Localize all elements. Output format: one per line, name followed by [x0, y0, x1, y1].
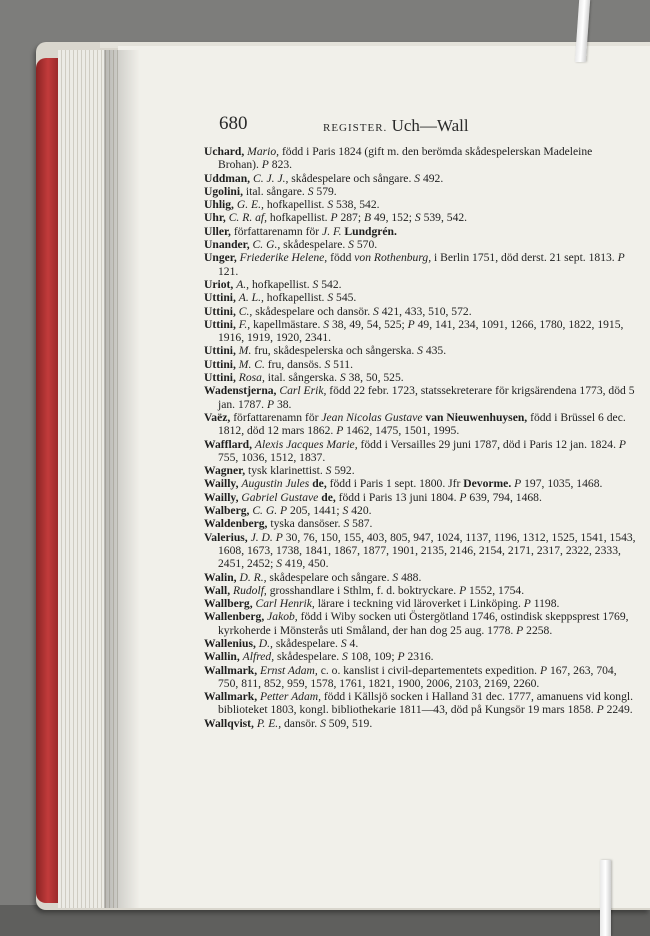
- entry-italic-text: C. J. J.,: [252, 171, 289, 185]
- entry-text: 287;: [337, 211, 364, 225]
- entry-text: 639, 794, 1468.: [466, 490, 542, 504]
- entry-text: 38.: [274, 397, 292, 411]
- entry-italic-text: P: [596, 703, 604, 717]
- entry-italic-text: S: [414, 211, 421, 225]
- entry-italic-text: P: [280, 504, 288, 518]
- entry-italic-text: M.: [238, 344, 252, 358]
- entry-headword: Wailly,: [204, 490, 242, 504]
- entry-italic-text: Friederike Helene,: [239, 251, 328, 265]
- entry-headword: Walberg,: [204, 504, 253, 518]
- entry-text: 2316.: [404, 650, 434, 664]
- entry-text: född i Paris 1824 (gift m. den berömda skådespelerskan Madeleine Brohan).: [218, 145, 593, 172]
- bookmark-ribbon-bottom: [600, 860, 611, 936]
- entry-text: ital. sångare.: [242, 184, 308, 198]
- entry-headword: Uttini,: [204, 371, 239, 385]
- entry-italic-text: Petter Adam,: [260, 690, 322, 704]
- entry-text: född 22 febr. 1723, statssekreterare för krigsärendena 1773, död 5 jan. 1787.: [218, 384, 635, 411]
- running-head-label: REGISTER.: [323, 122, 388, 134]
- entry-text: författarenamn för: [230, 410, 322, 424]
- entry-italic-text: P: [266, 397, 275, 411]
- entry-headword: van Nieuwenhuysen,: [422, 410, 528, 424]
- register-entry: [204, 517, 636, 530]
- entry-italic-text: P: [261, 158, 269, 172]
- entry-text: 167, 263, 704, 750, 811, 852, 959, 1578, 1761, 1821, 1900, 2006, 2103, 2169, 2260.: [218, 663, 617, 690]
- entry-italic-text: S: [373, 304, 379, 318]
- entry-italic-text: S: [342, 650, 348, 664]
- entry-italic-text: Jakob,: [267, 610, 298, 624]
- entry-italic-text: S: [392, 570, 399, 584]
- register-entry: [204, 251, 636, 278]
- entry-italic-text: F.,: [238, 317, 251, 331]
- entry-text: kapellmästare.: [250, 317, 324, 331]
- entry-text: 587.: [349, 517, 373, 531]
- entry-italic-text: P: [618, 437, 626, 451]
- entry-text: 2258.: [523, 623, 553, 637]
- entry-text: 49, 152;: [371, 211, 415, 225]
- entry-headword: Uttini,: [204, 291, 239, 305]
- entry-italic-text: Ernst Adam,: [260, 663, 318, 677]
- entry-italic-text: C.,: [238, 304, 253, 318]
- entry-italic-text: S: [343, 517, 350, 531]
- register-entry: [204, 145, 636, 172]
- entry-headword: Wafflard,: [204, 437, 255, 451]
- entry-italic-text: P: [275, 530, 283, 544]
- entry-italic-text: Rosa,: [238, 371, 265, 385]
- entry-italic-text: P: [330, 211, 338, 225]
- entry-text: 2249.: [603, 703, 633, 717]
- entry-italic-text: Mario,: [247, 145, 280, 158]
- entry-italic-text: S: [348, 238, 354, 252]
- entry-text: skådespelare och sångare.: [266, 570, 393, 584]
- register-entry: [204, 305, 636, 318]
- entry-italic-text: S: [414, 171, 421, 185]
- entry-italic-text: P: [539, 663, 548, 677]
- entry-italic-text: P: [336, 424, 344, 438]
- entry-italic-text: Carl Erik,: [279, 384, 327, 398]
- register-entries: [204, 145, 636, 730]
- entry-italic-text: P. E.,: [256, 716, 282, 730]
- entry-text: lärare i teckning vid läroverket i Linköping.: [314, 597, 524, 611]
- page-number: 680: [219, 113, 248, 134]
- entry-italic-text: J. D.: [250, 530, 273, 544]
- entry-italic-text: P: [516, 623, 524, 637]
- entry-headword: Wagner,: [204, 464, 246, 478]
- entry-text: 1462, 1475, 1501, 1995.: [343, 424, 460, 438]
- register-entry: [204, 464, 636, 477]
- entry-text: född i Wiby socken uti Östergötland 1746, ostindisk skeppsprest 1769, kyrkoherde i Mönsterås uti Småland, der han dog 25 aug. 1778.: [218, 610, 629, 637]
- entry-italic-text: P: [617, 251, 625, 265]
- entry-italic-text: Alfred,: [242, 650, 275, 664]
- entry-text: ital. sångerska.: [264, 371, 340, 385]
- register-entry: [204, 384, 636, 411]
- entry-text: född i Paris 1 sept. 1800. Jfr: [326, 477, 464, 491]
- entry-text: 579.: [313, 184, 337, 198]
- register-entry: [204, 584, 636, 597]
- entry-headword: Uhr,: [204, 211, 229, 225]
- entry-headword: Devorme.: [463, 477, 512, 491]
- register-entry: [204, 637, 636, 650]
- entry-italic-text: S: [417, 344, 423, 358]
- entry-headword: Walin,: [204, 570, 240, 584]
- page-header: [217, 113, 527, 139]
- entry-italic-text: S: [327, 291, 334, 305]
- entry-italic-text: J. F.: [322, 224, 342, 238]
- entry-text: 121.: [218, 264, 239, 278]
- book-cover-edge: [36, 58, 58, 903]
- entry-headword: Wallmark,: [204, 663, 261, 677]
- entry-italic-text: P: [459, 583, 467, 597]
- register-entry: [204, 291, 636, 304]
- entry-italic-text: S: [276, 557, 283, 571]
- entry-text: 509, 519.: [325, 716, 373, 730]
- entry-italic-text: C. G.: [252, 504, 278, 518]
- entry-text: 492.: [420, 171, 444, 185]
- register-entry: [204, 318, 636, 345]
- entry-text: 592.: [331, 464, 355, 478]
- register-entry: [204, 278, 636, 291]
- entry-italic-text: D.,: [258, 636, 273, 650]
- entry-text: författarenamn för: [230, 224, 323, 238]
- entry-text: hofkapellist.: [263, 291, 328, 305]
- entry-italic-text: P: [523, 597, 531, 611]
- entry-headword: Uller,: [204, 224, 231, 238]
- entry-text: 823.: [268, 158, 293, 172]
- gutter-shadow: [104, 50, 140, 908]
- entry-italic-text: C. R. af,: [228, 211, 268, 225]
- entry-text: 419, 450.: [282, 557, 329, 571]
- entry-headword: de,: [318, 490, 336, 504]
- entry-text: skådespelare.: [272, 636, 341, 650]
- entry-italic-text: Carl Henrik,: [255, 597, 315, 611]
- entry-headword: Ugolini,: [204, 184, 243, 198]
- entry-text: skådespelare.: [274, 650, 343, 664]
- entry-italic-text: G. E.,: [236, 198, 264, 212]
- entry-italic-text: S: [339, 371, 346, 385]
- register-entry: [204, 491, 636, 504]
- entry-italic-text: S: [307, 184, 314, 198]
- running-head-range: Uch—Wall: [391, 116, 469, 135]
- entry-headword: Unander,: [204, 238, 253, 252]
- entry-text: 1198.: [530, 597, 560, 611]
- entry-headword: Wailly,: [204, 477, 242, 491]
- entry-text: 542.: [318, 277, 342, 291]
- entry-italic-text: M. C.: [238, 357, 265, 371]
- entry-italic-text: P: [459, 490, 467, 504]
- entry-text: skådespelare och dansör.: [252, 304, 374, 318]
- register-entry: [204, 185, 636, 198]
- entry-italic-text: P: [407, 317, 415, 331]
- register-entry: [204, 411, 636, 438]
- entry-text: hofkapellist.: [267, 211, 331, 225]
- register-entry: [204, 438, 636, 465]
- entry-headword: Wadenstjerna,: [204, 384, 280, 398]
- entry-text: 755, 1036, 1512, 1837.: [218, 450, 326, 464]
- entry-italic-text: P: [397, 650, 405, 664]
- entry-italic-text: von Rothenburg,: [354, 251, 432, 265]
- register-entry: [204, 477, 636, 490]
- register-entry: [204, 198, 636, 211]
- entry-text: född i Brüssel 6 dec. 1812, död 12 mars 1862.: [218, 410, 626, 438]
- entry-headword: Uhlig,: [204, 198, 237, 212]
- entry-text: dansör.: [281, 716, 321, 730]
- entry-headword: Wall,: [204, 583, 233, 597]
- register-entry: [204, 571, 636, 584]
- entry-text: 545.: [333, 291, 357, 305]
- entry-headword: Uddman,: [204, 171, 253, 185]
- entry-italic-text: Alexis Jacques Marie,: [254, 437, 358, 451]
- entry-text: 205, 1441;: [287, 504, 343, 518]
- entry-headword: Uchard,: [204, 145, 248, 158]
- entry-text: 30, 76, 150, 155, 403, 805, 947, 1024, 1137, 1196, 1312, 1525, 1541, 1543, 1608, 1673, 1738, 1841, 1867, 1877, 1901, 2135, 2146, 2154, 2171, 2317, 2322, 2333, 2451, 2452;: [218, 530, 636, 571]
- entry-text: 539, 542.: [420, 211, 468, 225]
- register-entry: [204, 238, 636, 251]
- entry-text: född: [327, 251, 355, 265]
- register-entry: [204, 504, 636, 517]
- entry-headword: Vaëz,: [204, 410, 231, 424]
- entry-text: född i Versailles 29 juni 1787, död i Paris 12 jan. 1824.: [357, 437, 619, 451]
- entry-text: 38, 50, 525.: [345, 371, 404, 385]
- entry-text: 4.: [346, 636, 359, 650]
- entry-italic-text: S: [325, 464, 332, 478]
- entry-headword: Wallenberg,: [204, 610, 268, 624]
- entry-headword: Wallenius,: [204, 636, 259, 650]
- register-entry: [204, 344, 636, 357]
- entry-italic-text: S: [327, 198, 334, 212]
- entry-headword: Unger,: [204, 251, 240, 265]
- entry-italic-text: Jean Nicolas Gustave: [321, 410, 423, 424]
- register-entry: [204, 650, 636, 663]
- entry-italic-text: S: [323, 317, 330, 331]
- entry-text: 488.: [398, 570, 422, 584]
- register-entry: [204, 371, 636, 384]
- register-entry: [204, 211, 636, 224]
- entry-text: hofkapellist.: [249, 277, 313, 291]
- entry-italic-text: Augustin Jules: [241, 477, 310, 491]
- register-entry: [204, 597, 636, 610]
- register-entry: [204, 358, 636, 371]
- entry-text: c. o. kanslist i civil-departementets expedition.: [317, 663, 540, 677]
- entry-italic-text: S: [340, 636, 347, 650]
- entry-italic-text: A.,: [236, 277, 250, 291]
- entry-text: 421, 433, 510, 572.: [378, 304, 472, 318]
- entry-headword: Uttini,: [204, 304, 239, 318]
- entry-italic-text: A. L.,: [238, 291, 264, 305]
- entry-headword: Wallberg,: [204, 597, 256, 611]
- entry-text: 197, 1035, 1468.: [521, 477, 603, 491]
- entry-italic-text: S: [320, 716, 326, 730]
- register-entry: [204, 531, 636, 571]
- entry-text: född i Paris 13 juni 1804.: [335, 490, 460, 504]
- entry-headword: Wallin,: [204, 650, 243, 664]
- entry-italic-text: C. G.,: [252, 238, 281, 252]
- entry-text: 570.: [353, 238, 378, 252]
- register-entry: [204, 610, 636, 637]
- entry-text: 108, 109;: [347, 650, 398, 664]
- entry-headword: Waldenberg,: [204, 517, 268, 531]
- entry-italic-text: Rudolf,: [233, 583, 267, 597]
- entry-text: grosshandlare i Sthlm, f. d. boktryckare.: [266, 583, 460, 597]
- entry-text: tysk klarinettist.: [245, 464, 326, 478]
- entry-text: 420.: [348, 504, 372, 518]
- entry-headword: Wallmark,: [204, 690, 261, 704]
- entry-italic-text: D. R.,: [239, 570, 267, 584]
- entry-text: hofkapellist.: [263, 198, 328, 212]
- entry-headword: Uttini,: [204, 344, 239, 358]
- entry-text: fru, skådespelerska och sångerska.: [251, 344, 418, 358]
- entry-headword: Wallqvist,: [204, 716, 257, 730]
- entry-text: skådespelare.: [280, 238, 349, 252]
- entry-text: 435.: [422, 344, 447, 358]
- register-entry: [204, 172, 636, 185]
- register-entry: [204, 690, 636, 717]
- entry-text: i Berlin 1751, död derst. 21 sept. 1813.: [431, 251, 618, 265]
- entry-text: skådespelare och sångare.: [288, 171, 415, 185]
- register-entry: [204, 717, 636, 730]
- entry-text: 538, 542.: [333, 198, 380, 212]
- entry-headword: Lundgrén.: [341, 224, 397, 238]
- register-entry: [204, 225, 636, 238]
- entry-text: 49, 141, 234, 1091, 1266, 1780, 1822, 1915, 1916, 1919, 1920, 2341.: [218, 317, 624, 345]
- entry-headword: Uriot,: [204, 277, 237, 291]
- register-entry: [204, 664, 636, 691]
- entry-text: fru, dansös.: [264, 357, 325, 371]
- entry-headword: Uttini,: [204, 357, 239, 371]
- entry-italic-text: P: [514, 477, 522, 491]
- entry-headword: Uttini,: [204, 317, 239, 331]
- entry-italic-text: B: [363, 211, 372, 225]
- entry-headword: de,: [309, 477, 327, 491]
- entry-headword: Valerius,: [204, 530, 251, 544]
- entry-text: 511.: [330, 357, 354, 371]
- entry-italic-text: S: [324, 357, 331, 371]
- running-head: [323, 116, 469, 136]
- entry-text: tyska dansöser.: [267, 517, 344, 531]
- entry-italic-text: Gabriel Gustave: [241, 490, 319, 504]
- entry-italic-text: S: [312, 277, 319, 291]
- entry-italic-text: S: [342, 504, 349, 518]
- entry-text: född i Källsjö socken i Halland 31 dec. 1777, amanuens vid kongl. biblioteket 1803, kongl. bibliothekarie 1811—43, död på Kungsör 19 mars 1858.: [218, 690, 634, 717]
- entry-text: 38, 49, 54, 525;: [329, 317, 408, 331]
- entry-text: 1552, 1754.: [466, 583, 525, 597]
